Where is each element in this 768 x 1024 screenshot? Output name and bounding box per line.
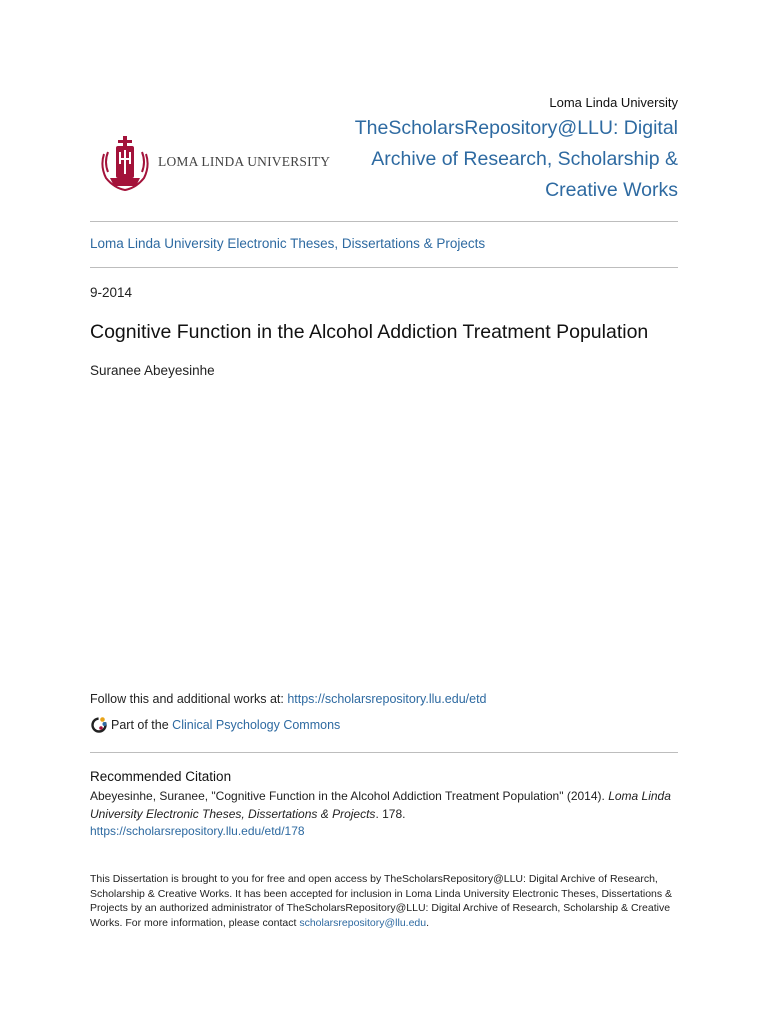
- divider-collection: [90, 267, 678, 268]
- follow-line: [90, 692, 487, 706]
- citation-number: . 178.: [375, 806, 406, 821]
- part-of-line: [90, 716, 340, 734]
- repository-title-line-2: Archive of Research, Scholarship &: [371, 148, 678, 170]
- citation-block: [90, 788, 678, 841]
- document-title: Cognitive Function in the Alcohol Addiction Treatment Population: [90, 321, 649, 343]
- repository-title-line-3: Creative Works: [545, 179, 678, 201]
- recommended-citation-heading: Recommended Citation: [90, 769, 232, 784]
- follow-prefix: Follow this and additional works at:: [90, 692, 288, 706]
- divider-citation: [90, 752, 678, 753]
- institution-name: Loma Linda University: [549, 95, 678, 110]
- publication-date: 9-2014: [90, 285, 133, 300]
- university-logo[interactable]: [94, 132, 331, 194]
- repository-title-link[interactable]: [338, 113, 678, 206]
- collection-link[interactable]: Loma Linda University Electronic Theses, Dissertations & Projects: [90, 236, 486, 251]
- access-statement: [90, 872, 678, 930]
- logo-text: LOMA LINDA UNIVERSITY: [158, 154, 331, 169]
- follow-url-link[interactable]: https://scholarsrepository.llu.edu/etd: [287, 692, 487, 706]
- contact-email-link[interactable]: scholarsrepository@llu.edu: [299, 916, 427, 929]
- header-right: [338, 94, 678, 206]
- part-of-prefix: Part of the: [111, 718, 169, 732]
- citation-series: Loma Linda University Electronic Theses, Dissertations & Projects: [90, 789, 671, 821]
- access-statement-text: This Dissertation is brought to you for free and open access by TheScholarsRepository@LLU: Digital Archive of Research, Scholarship & Creative Works. It has been accepted for inclusion in Loma Linda University Electronic Theses, Dissertations & Projects by an authorized administrator of TheScholarsRepository@LLU: Digital Archive of Research, Scholarship & Creative Works. For more information, please contact: [90, 873, 673, 929]
- commons-network-icon: [90, 716, 108, 734]
- divider-top: [90, 221, 678, 222]
- access-statement-end: .: [426, 916, 430, 929]
- repository-title-line-1: TheScholarsRepository@LLU: Digital: [354, 117, 678, 139]
- citation-url-link[interactable]: https://scholarsrepository.llu.edu/etd/178: [90, 824, 305, 838]
- author-name: Suranee Abeyesinhe: [90, 363, 215, 378]
- university-seal-icon: [94, 132, 156, 194]
- citation-text: Abeyesinhe, Suranee, "Cognitive Function in the Alcohol Addiction Treatment Population" (2014).: [90, 789, 609, 803]
- clinical-psychology-commons-link[interactable]: Clinical Psychology Commons: [172, 718, 341, 732]
